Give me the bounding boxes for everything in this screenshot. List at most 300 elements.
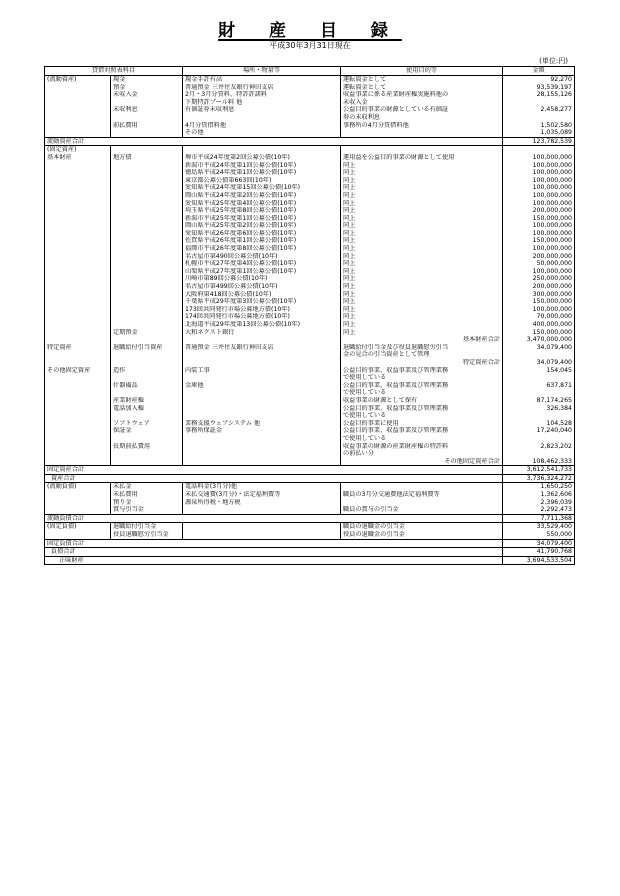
cell-category: 基本財産 [45, 154, 111, 162]
cell-account: 役員退職慰労引当金 [111, 531, 183, 539]
cell-account: 什器備品 [111, 382, 183, 397]
cell-category [45, 283, 111, 291]
cell-amount: 87,174,265 [503, 397, 575, 405]
cell-account [111, 253, 183, 261]
page-title: 財 産 目 録 [218, 21, 402, 41]
cell-account: ソフトウェア [111, 420, 183, 428]
total-amount: 41,790,768 [503, 548, 575, 557]
cell-category [45, 275, 111, 283]
cell-location: 有価証券未収利息 [183, 106, 341, 121]
cell-account [111, 184, 183, 192]
total-amount: 123,782,539 [503, 137, 575, 146]
table-row [45, 245, 575, 253]
cell-purpose: 公益目的事業に使用 [341, 420, 503, 428]
cell-purpose: 公益目的事業、収益事業及び管理業務 で使用している [341, 405, 503, 420]
cell-category [45, 491, 111, 499]
cell-category [45, 84, 111, 92]
cell-location: 大和ネクスト銀行 [183, 329, 341, 337]
subtotal-label: 基本財産合計 [341, 336, 503, 344]
table-row [45, 291, 575, 299]
total-row [45, 137, 575, 146]
cell-account: 賞与引当金 [111, 506, 183, 514]
cell-category [45, 313, 111, 321]
cell-amount: 326,384 [503, 405, 575, 420]
cell-purpose: 同上 [341, 162, 503, 170]
total-label: 固定資産合計 [45, 466, 503, 475]
cell-location: その他 [183, 129, 341, 137]
cell-purpose: 職員の賞与の引当金 [341, 506, 503, 514]
cell-amount: 17,240,040 [503, 427, 575, 442]
cell-purpose: 同上 [341, 169, 503, 177]
cell-account: 保証金 [111, 427, 183, 442]
cell-location: 内装工事 [183, 367, 341, 382]
table-row [45, 146, 575, 154]
cell-category [45, 268, 111, 276]
total-row [45, 514, 575, 523]
cell-amount: 2,396,039 [503, 499, 575, 507]
cell-location: 2月・3月分賃料、特許許諾料 下期特許プール料 他 [183, 91, 341, 106]
table-row [45, 84, 575, 92]
cell-account [111, 192, 183, 200]
table-row [45, 260, 575, 268]
table-row [45, 298, 575, 306]
cell-amount: 150,000,000 [503, 215, 575, 223]
table-row [45, 306, 575, 314]
table-row [45, 169, 575, 177]
cell-amount: 250,000,000 [503, 275, 575, 283]
table-row [45, 506, 575, 514]
cell-amount: 2,458,277 [503, 106, 575, 121]
cell-purpose: 運転資金として [341, 84, 503, 92]
total-label: 負債合計 [45, 548, 503, 557]
cell-location: 173回共同発行市場公募地方債(10年) [183, 306, 341, 314]
cell-purpose: 同上 [341, 260, 503, 268]
cell-account: 定期預金 [111, 329, 183, 337]
cell-location: 未払交通費(3月分)・法定福利費等 [183, 491, 341, 499]
total-amount: 7,711,368 [503, 514, 575, 523]
cell-location: 札幌市平成27年度第4回公募公債(10年) [183, 260, 341, 268]
cell-amount: 33,529,400 [503, 523, 575, 531]
cell-category [45, 184, 111, 192]
total-row [45, 556, 575, 565]
cell-category [45, 260, 111, 268]
table-row [45, 283, 575, 291]
cell-account: 長期前払費用 [111, 443, 183, 458]
cell-account [111, 169, 183, 177]
cell-purpose: 同上 [341, 321, 503, 329]
unit-label: (単位:円) [539, 57, 568, 65]
table-row [45, 443, 575, 458]
cell-location: 千葉県平成29年度第3回公募公債(10年) [183, 298, 341, 306]
cell-amount: 100,000,000 [503, 245, 575, 253]
cell-purpose: 同上 [341, 237, 503, 245]
table-row [45, 397, 575, 405]
total-row [45, 466, 575, 475]
cell-account [111, 260, 183, 268]
cell-account: 預り金 [111, 499, 183, 507]
table-row [45, 91, 575, 106]
header-purpose: 使用目的等 [341, 67, 503, 76]
cell-empty [111, 336, 183, 344]
table-body [45, 76, 575, 565]
cell-account [111, 275, 183, 283]
header-account: 貸借対照表科目 [45, 67, 183, 76]
cell-purpose: 同上 [341, 268, 503, 276]
table-row [45, 106, 575, 121]
table-row [45, 154, 575, 162]
cell-location: 徳島県平成24年度第1回公募公債(10年) [183, 169, 341, 177]
cell-account [111, 146, 183, 154]
cell-amount: 100,000,000 [503, 192, 575, 200]
table-row [45, 268, 575, 276]
cell-category [45, 230, 111, 238]
cell-amount: 200,000,000 [503, 253, 575, 261]
cell-account: 未収入金 [111, 91, 183, 106]
cell-purpose: 退職給付引当金及び役員退職慰労引当 金の見合の引当資産として管理 [341, 344, 503, 359]
cell-account: 造作 [111, 367, 183, 382]
table-row [45, 192, 575, 200]
cell-category [45, 291, 111, 299]
cell-account [111, 222, 183, 230]
table-row [45, 321, 575, 329]
cell-location: 北海道平成29年度第13回公募公債(10年) [183, 321, 341, 329]
cell-location [183, 531, 341, 539]
cell-account: 前払費用 [111, 122, 183, 130]
cell-location [183, 405, 341, 420]
cell-account [111, 298, 183, 306]
cell-purpose: 同上 [341, 283, 503, 291]
table-row [45, 313, 575, 321]
table-row [45, 420, 575, 428]
subtotal-row [45, 359, 575, 367]
cell-purpose: 同上 [341, 192, 503, 200]
cell-account: 未払費用 [111, 491, 183, 499]
cell-purpose: 収益事業の財源として保有 [341, 397, 503, 405]
cell-empty [45, 458, 111, 466]
cell-empty [111, 458, 183, 466]
cell-location: 岡山県平成24年度第2回公募公債(10年) [183, 192, 341, 200]
cell-purpose: 職員の退職金の引当金 [341, 523, 503, 531]
cell-category [45, 207, 111, 215]
cell-category [45, 382, 111, 397]
property-inventory-table [44, 66, 575, 565]
cell-amount: 2,823,202 [503, 443, 575, 458]
cell-purpose: 運転資金として [341, 76, 503, 84]
cell-category [45, 405, 111, 420]
cell-purpose: 公益目的事業の財源としている有価証 券の未収利息 [341, 106, 503, 121]
total-label: 流動負債合計 [45, 514, 503, 523]
cell-account [111, 291, 183, 299]
table-row [45, 405, 575, 420]
cell-account: 未払金 [111, 483, 183, 491]
table-row [45, 491, 575, 499]
cell-purpose: 同上 [341, 298, 503, 306]
cell-empty [111, 359, 183, 367]
cell-account: 未収利息 [111, 106, 183, 121]
table-row [45, 215, 575, 223]
cell-amount: 93,539,197 [503, 84, 575, 92]
cell-purpose [341, 129, 503, 137]
cell-amount: 100,000,000 [503, 162, 575, 170]
cell-category [45, 169, 111, 177]
total-row [45, 539, 575, 548]
cell-purpose [341, 499, 503, 507]
cell-category [45, 427, 111, 442]
cell-location: 名古屋市第490回公募公債(10年) [183, 253, 341, 261]
cell-amount: 550,000 [503, 531, 575, 539]
cell-amount: 1,502,580 [503, 122, 575, 130]
cell-amount: 100,000,000 [503, 268, 575, 276]
cell-amount: 1,035,089 [503, 129, 575, 137]
cell-account [111, 162, 183, 170]
table-row [45, 200, 575, 208]
cell-category [45, 245, 111, 253]
total-label: 正味財産 [45, 556, 503, 565]
subtotal-row [45, 336, 575, 344]
cell-location: 愛知県平成25年度第4回公募公債(10年) [183, 200, 341, 208]
cell-category: (流動負債) [45, 483, 111, 491]
cell-account [111, 177, 183, 185]
cell-category: (固定資産) [45, 146, 111, 154]
cell-category [45, 321, 111, 329]
table-row [45, 222, 575, 230]
cell-amount: 200,000,000 [503, 283, 575, 291]
cell-purpose: 収益事業に係る産業財産権実施料他の 未収入金 [341, 91, 503, 106]
cell-location: 川崎市第89回公募公債(10年) [183, 275, 341, 283]
cell-location: 愛知県平成24年度第15回公募公債(10年) [183, 184, 341, 192]
cell-location: 事務所保証金 [183, 427, 341, 442]
cell-amount: 150,000,000 [503, 298, 575, 306]
cell-amount: 104,528 [503, 420, 575, 428]
cell-amount: 100,000,000 [503, 306, 575, 314]
cell-amount: 28,155,126 [503, 91, 575, 106]
table-row [45, 523, 575, 531]
cell-purpose: 同上 [341, 329, 503, 337]
cell-amount [503, 146, 575, 154]
cell-category [45, 306, 111, 314]
cell-amount: 300,000,000 [503, 291, 575, 299]
table-row [45, 129, 575, 137]
cell-category [45, 397, 111, 405]
cell-amount: 50,000,000 [503, 260, 575, 268]
cell-amount: 92,270 [503, 76, 575, 84]
cell-account: 現金 [111, 76, 183, 84]
cell-category [45, 215, 111, 223]
cell-location: 金庫他 [183, 382, 341, 397]
cell-category [45, 200, 111, 208]
header-location: 場所・物量等 [183, 67, 341, 76]
cell-purpose: 同上 [341, 253, 503, 261]
cell-category [45, 222, 111, 230]
cell-location [183, 146, 341, 154]
cell-account [111, 200, 183, 208]
cell-location [183, 523, 341, 531]
cell-location: 堺市平成24年度第2回公募公債(10年) [183, 154, 341, 162]
cell-location: 業務支援ウェブシステム 他 [183, 420, 341, 428]
table-row [45, 344, 575, 359]
cell-category: その他固定資産 [45, 367, 111, 382]
cell-category [45, 91, 111, 106]
total-label: 固定負債合計 [45, 539, 503, 548]
cell-account [111, 245, 183, 253]
subtotal-label: 特定資産合計 [341, 359, 503, 367]
cell-purpose: 同上 [341, 245, 503, 253]
cell-location: 普通預金 三井住友銀行神田支店 [183, 84, 341, 92]
subtotal-amount: 108,462,333 [503, 458, 575, 466]
subtotal-label: その他固定資産合計 [341, 458, 503, 466]
cell-amount: 1,650,250 [503, 483, 575, 491]
cell-category: (固定負債) [45, 523, 111, 531]
table-row [45, 237, 575, 245]
cell-account: 退職給付引当金 [111, 523, 183, 531]
table-row [45, 499, 575, 507]
cell-category [45, 106, 111, 121]
cell-amount: 2,292,473 [503, 506, 575, 514]
cell-category [45, 162, 111, 170]
cell-purpose: 収益事業の財源の産業財産権の特許料 の前払い分 [341, 443, 503, 458]
cell-amount: 100,000,000 [503, 230, 575, 238]
cell-account: 預金 [111, 84, 183, 92]
cell-amount: 100,000,000 [503, 222, 575, 230]
cell-account [111, 129, 183, 137]
table-row [45, 76, 575, 84]
cell-location [183, 443, 341, 458]
cell-purpose: 同上 [341, 313, 503, 321]
total-amount: 3,736,324,272 [503, 474, 575, 483]
cell-account [111, 268, 183, 276]
cell-location: 新潟市平成24年度第1回公募公債(10年) [183, 162, 341, 170]
table-row [45, 162, 575, 170]
cell-location: 埼玉県平成25年度第8回公募公債(10年) [183, 207, 341, 215]
cell-account [111, 230, 183, 238]
subtotal-amount: 34,079,400 [503, 359, 575, 367]
table-row [45, 329, 575, 337]
cell-location: 名古屋市第499回公募公債(10年) [183, 283, 341, 291]
cell-account: 電話加入権 [111, 405, 183, 420]
cell-location: 岡山県平成25年度第2回公募公債(10年) [183, 222, 341, 230]
table-row [45, 382, 575, 397]
table-row [45, 184, 575, 192]
cell-location: 新潟市平成25年度第1回公募公債(10年) [183, 215, 341, 223]
cell-amount: 637,871 [503, 382, 575, 397]
cell-amount: 150,000,000 [503, 237, 575, 245]
cell-purpose: 同上 [341, 306, 503, 314]
cell-location [183, 397, 341, 405]
cell-account: 地方債 [111, 154, 183, 162]
cell-purpose: 同上 [341, 177, 503, 185]
cell-category [45, 192, 111, 200]
cell-account [111, 321, 183, 329]
cell-category: (流動資産) [45, 76, 111, 84]
cell-amount: 154,045 [503, 367, 575, 382]
cell-category [45, 531, 111, 539]
cell-purpose: 職員の3月分交通費他法定福利費等 [341, 491, 503, 499]
table-row [45, 207, 575, 215]
cell-empty [45, 336, 111, 344]
table-row [45, 230, 575, 238]
cell-category [45, 177, 111, 185]
total-amount: 3,612,541,733 [503, 466, 575, 475]
cell-account [111, 237, 183, 245]
table-row [45, 427, 575, 442]
subtotal-amount: 3,470,000,000 [503, 336, 575, 344]
header-amount: 金額 [503, 67, 575, 76]
cell-account [111, 306, 183, 314]
cell-purpose: 同上 [341, 207, 503, 215]
table-row [45, 367, 575, 382]
cell-location: 源泉所得税・地方税 [183, 499, 341, 507]
cell-purpose: 公益目的事業、収益事業及び管理業務 で使用している [341, 382, 503, 397]
cell-amount: 100,000,000 [503, 169, 575, 177]
total-amount: 3,694,533,504 [503, 556, 575, 565]
cell-amount: 400,000,000 [503, 321, 575, 329]
table-row [45, 531, 575, 539]
cell-location: 山梨県平成27年度第1回公募公債(10年) [183, 268, 341, 276]
cell-location [183, 506, 341, 514]
cell-category [45, 443, 111, 458]
cell-account [111, 283, 183, 291]
cell-category [45, 329, 111, 337]
report-date: 平成30年3月31日現在 [269, 41, 351, 50]
cell-account [111, 313, 183, 321]
cell-category [45, 298, 111, 306]
cell-purpose: 同上 [341, 200, 503, 208]
cell-category: 特定資産 [45, 344, 111, 359]
table-row [45, 177, 575, 185]
cell-category [45, 122, 111, 130]
cell-account: 退職給付引当資産 [111, 344, 183, 359]
table-row [45, 275, 575, 283]
total-label: 流動資産合計 [45, 137, 503, 146]
cell-location: 174回共同発行市場公募地方債(10年) [183, 313, 341, 321]
cell-purpose: 事務所の4月分賃借料他 [341, 122, 503, 130]
total-row [45, 548, 575, 557]
cell-amount: 70,000,000 [503, 313, 575, 321]
cell-purpose [341, 483, 503, 491]
cell-amount: 1,362,606 [503, 491, 575, 499]
cell-amount: 100,000,000 [503, 200, 575, 208]
cell-purpose: 同上 [341, 184, 503, 192]
cell-amount: 150,000,000 [503, 329, 575, 337]
cell-category [45, 129, 111, 137]
cell-account: 産業財産権 [111, 397, 183, 405]
cell-location: 福岡市平成26年度第8回公募公債(10年) [183, 245, 341, 253]
cell-empty [45, 359, 111, 367]
cell-purpose: 同上 [341, 291, 503, 299]
cell-category [45, 499, 111, 507]
cell-purpose: 同上 [341, 222, 503, 230]
cell-location: 普通預金 三井住友銀行神田支店 [183, 344, 341, 359]
cell-purpose [341, 146, 503, 154]
cell-location: 電話料金(3月分)他 [183, 483, 341, 491]
cell-empty [183, 359, 341, 367]
cell-location: 愛知県平成26年度第6回公募公債(10年) [183, 230, 341, 238]
cell-location: 佐賀県平成26年度第1回公募公債(10年) [183, 237, 341, 245]
cell-empty [183, 458, 341, 466]
cell-amount: 200,000,000 [503, 207, 575, 215]
cell-empty [183, 336, 341, 344]
cell-account [111, 215, 183, 223]
cell-account [111, 207, 183, 215]
total-amount: 34,079,400 [503, 539, 575, 548]
cell-purpose: 運用益を公益目的事業の財源として使用 [341, 154, 503, 162]
cell-location: 4月分賃借料他 [183, 122, 341, 130]
table-row [45, 122, 575, 130]
total-row [45, 474, 575, 483]
cell-location: 東京都公募公債第663回(10年) [183, 177, 341, 185]
cell-purpose: 公益目的事業、収益事業及び管理業務 で使用している [341, 427, 503, 442]
total-label: 資産合計 [45, 474, 503, 483]
